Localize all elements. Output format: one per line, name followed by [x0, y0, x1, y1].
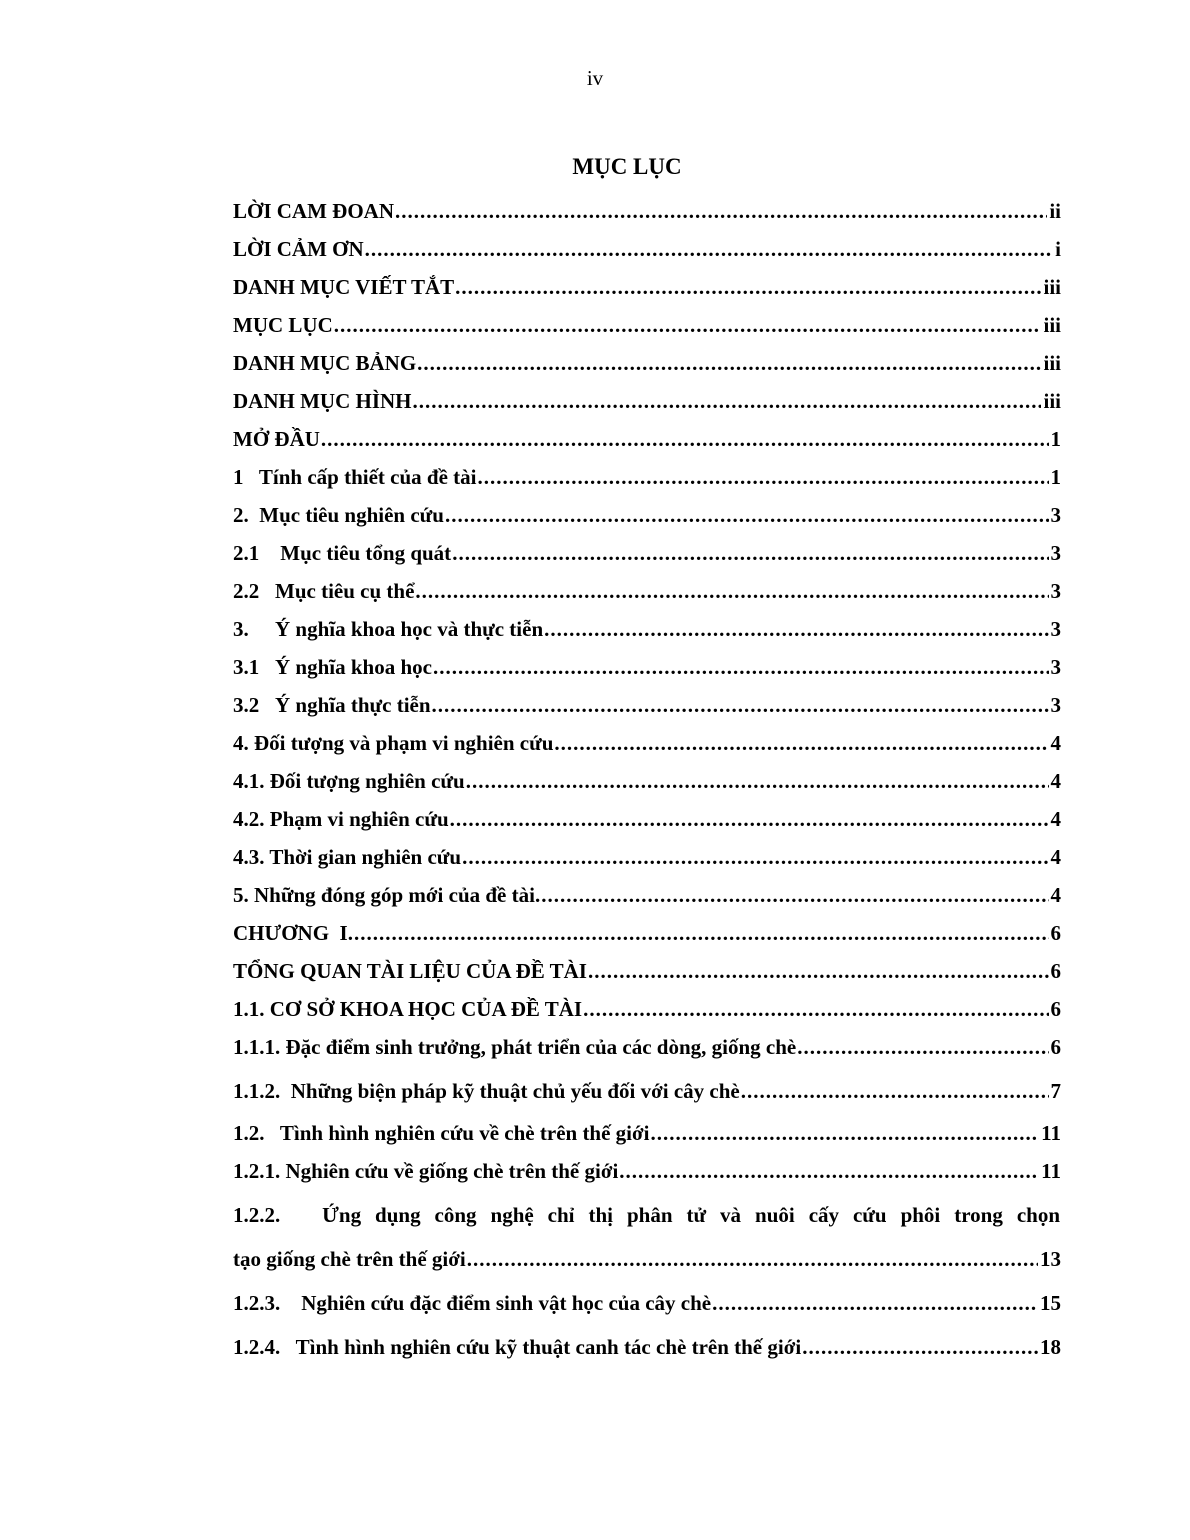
toc-entry-label: 1 Tính cấp thiết của đề tài: [233, 465, 477, 489]
toc-entry-page: 4: [1050, 731, 1061, 755]
toc-entry-label: 3.1 Ý nghĩa khoa học: [233, 655, 432, 679]
toc-entry[interactable]: [233, 534, 1061, 572]
toc-entry-page: 11: [1041, 1121, 1061, 1145]
toc-entry[interactable]: [233, 762, 1061, 800]
toc-entry-label: 1.2.4. Tình hình nghiên cứu kỹ thuật canh tác chè trên thế giới: [233, 1335, 802, 1359]
toc-entry[interactable]: [233, 458, 1061, 496]
toc-entry-label: 2.2 Mục tiêu cụ thể: [233, 579, 415, 603]
toc-entry-page: iii: [1043, 275, 1061, 299]
table-of-contents: [233, 192, 1061, 1366]
toc-entry-label: 1.2.1. Nghiên cứu về giống chè trên thế giới: [233, 1159, 619, 1183]
toc-entry-page: 13: [1040, 1247, 1061, 1271]
toc-entry[interactable]: [233, 686, 1061, 724]
toc-entry[interactable]: [233, 268, 1061, 306]
toc-entry[interactable]: [233, 230, 1061, 268]
toc-entry-label: LỜI CẢM ƠN: [233, 237, 364, 261]
page-number: iv: [586, 66, 604, 90]
toc-entry-page: 4: [1050, 769, 1061, 793]
toc-entry[interactable]: [233, 344, 1061, 382]
toc-entry[interactable]: [233, 192, 1061, 230]
toc-entry-label: 5. Những đóng góp mới của đề tài.: [233, 883, 541, 907]
toc-entry-label: 4. Đối tượng và phạm vi nghiên cứu: [233, 731, 554, 755]
toc-entry[interactable]: [233, 876, 1061, 914]
toc-entry-page: 3: [1050, 693, 1061, 717]
toc-entry-page: 6: [1050, 921, 1061, 945]
toc-entry[interactable]: [233, 1190, 1061, 1234]
toc-entry[interactable]: [233, 382, 1061, 420]
toc-entry-page: ii: [1049, 199, 1061, 223]
toc-entry[interactable]: [233, 990, 1061, 1028]
toc-entry-label: tạo giống chè trên thế giới: [233, 1247, 466, 1271]
toc-title: MỤC LỤC: [572, 154, 682, 179]
toc-entry[interactable]: [233, 1110, 1061, 1152]
toc-entry-label: DANH MỤC HÌNH: [233, 389, 412, 413]
toc-entry-label: 4.3. Thời gian nghiên cứu: [233, 845, 462, 869]
toc-entry[interactable]: [233, 800, 1061, 838]
toc-entry-page: 15: [1040, 1291, 1061, 1315]
toc-entry-page: iii: [1043, 351, 1061, 375]
toc-entry[interactable]: [233, 610, 1061, 648]
toc-entry[interactable]: [233, 420, 1061, 458]
toc-entry[interactable]: [233, 914, 1061, 952]
toc-entry-page: i: [1055, 237, 1061, 261]
toc-entry[interactable]: [233, 724, 1061, 762]
toc-entry-label: 3. Ý nghĩa khoa học và thực tiễn: [233, 617, 544, 641]
toc-entry-page: iii: [1043, 389, 1061, 413]
toc-entry[interactable]: [233, 1028, 1061, 1066]
toc-entry-label: DANH MỤC BẢNG: [233, 351, 417, 375]
toc-entry-page: 3: [1050, 503, 1061, 527]
toc-entry-page: 1: [1050, 465, 1061, 489]
toc-entry-label: 1.1. CƠ SỞ KHOA HỌC CỦA ĐỀ TÀI: [233, 997, 583, 1021]
toc-entry-page: 18: [1040, 1335, 1061, 1359]
toc-entry-label: MỞ ĐẦU: [233, 427, 320, 451]
toc-entry-page: 6: [1050, 1035, 1061, 1059]
toc-entry-label: 1.1.1. Đặc điểm sinh trưởng, phát triển của các dòng, giống chè: [233, 1035, 797, 1059]
toc-entry-page: 1: [1050, 427, 1061, 451]
toc-entry-label: 2. Mục tiêu nghiên cứu: [233, 503, 444, 527]
toc-entry-page: 11: [1041, 1159, 1061, 1183]
toc-entry-page: 3: [1050, 655, 1061, 679]
toc-entry-label: 2.1 Mục tiêu tổng quát: [233, 541, 452, 565]
toc-entry[interactable]: [233, 1152, 1061, 1190]
toc-entry-page: 4: [1050, 845, 1061, 869]
toc-entry-label: DANH MỤC VIẾT TẮT: [233, 275, 455, 299]
toc-entry-page: iii: [1043, 313, 1061, 337]
toc-entry[interactable]: [233, 648, 1061, 686]
toc-entry-label: MỤC LỤC: [233, 313, 333, 337]
toc-entry-label: 3.2 Ý nghĩa thực tiễn: [233, 693, 431, 717]
toc-entry-page: 3: [1050, 541, 1061, 565]
toc-entry-page: 6: [1050, 959, 1061, 983]
toc-entry[interactable]: [233, 306, 1061, 344]
toc-entry[interactable]: [233, 1322, 1061, 1366]
toc-entry-label: 1.1.2. Những biện pháp kỹ thuật chủ yếu đối với cây chè: [233, 1079, 740, 1103]
toc-entry-page: 4: [1050, 807, 1061, 831]
toc-entry[interactable]: [233, 952, 1061, 990]
toc-entry-label: 1.2. Tình hình nghiên cứu về chè trên thế giới: [233, 1121, 650, 1145]
toc-entry[interactable]: [233, 1278, 1061, 1322]
toc-entry-label: 4.1. Đối tượng nghiên cứu: [233, 769, 465, 793]
toc-entry-page: 7: [1050, 1079, 1061, 1103]
toc-entry[interactable]: [233, 496, 1061, 534]
toc-entry-page: 3: [1050, 579, 1061, 603]
toc-entry-label: TỔNG QUAN TÀI LIỆU CỦA ĐỀ TÀI: [233, 959, 587, 983]
toc-entry[interactable]: [233, 572, 1061, 610]
toc-entry-label: 4.2. Phạm vi nghiên cứu: [233, 807, 449, 831]
toc-entry-label: CHƯƠNG I.: [233, 921, 353, 945]
toc-entry[interactable]: [233, 838, 1061, 876]
toc-entry-page: 6: [1050, 997, 1061, 1021]
toc-entry-label: 1.2.3. Nghiên cứu đặc điểm sinh vật học của cây chè: [233, 1291, 712, 1315]
toc-entry[interactable]: [233, 1066, 1061, 1110]
toc-entry-page: 4: [1050, 883, 1061, 907]
toc-entry-label: 1.2.2. Ứng dụng công nghệ chỉ thị phân tử và nuôi cấy cứu phôi trong chọn: [233, 1203, 1060, 1227]
toc-entry[interactable]: [233, 1234, 1061, 1278]
toc-entry-page: 3: [1050, 617, 1061, 641]
toc-entry-label: LỜI CAM ĐOAN: [233, 199, 394, 223]
